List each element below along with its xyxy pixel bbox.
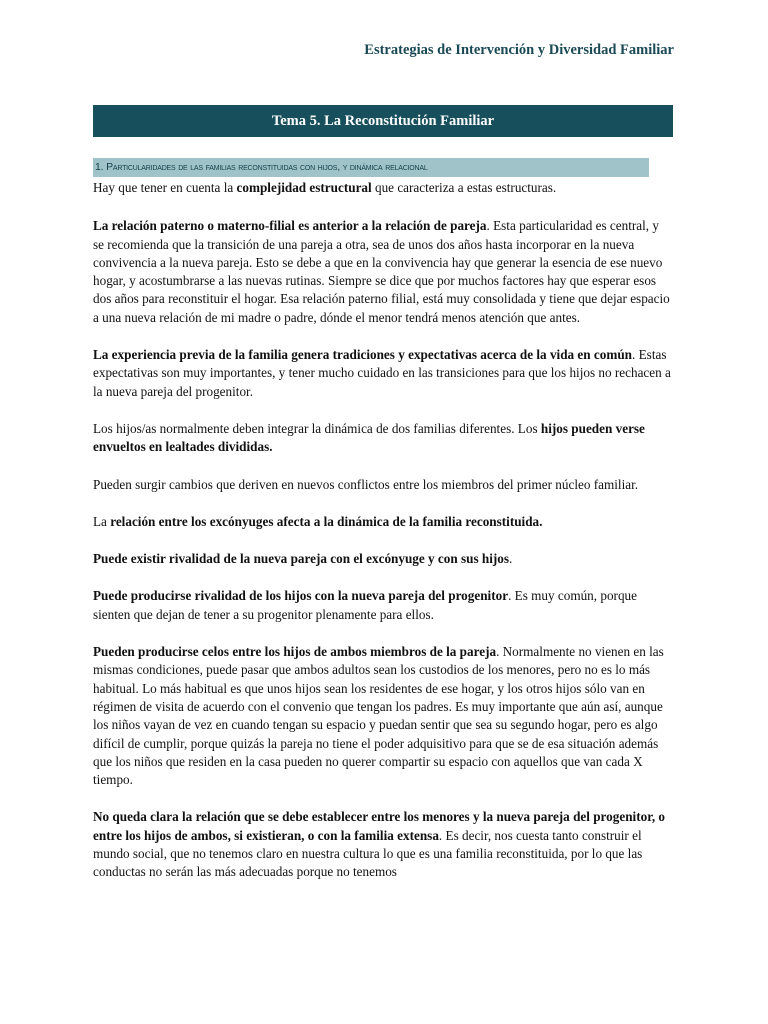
document-body (93, 179, 673, 901)
paragraph-3-bold: La experiencia previa de la familia genera tradiciones y expectativas acerca de la vida en común (93, 347, 633, 363)
paragraph-10-bold: No queda clara la relación que se debe establecer entre los menores y la nueva pareja del progenitor, o entre los hijos de ambos, si existieran, o con la familia extensa (93, 809, 666, 843)
paragraph-8 (93, 587, 673, 624)
paragraph-3 (93, 346, 673, 401)
paragraph-7-bold: Puede existir rivalidad de la nueva pareja con el excónyuge y con sus hijos (93, 551, 510, 567)
paragraph-5-text: Pueden surgir cambios que deriven en nuevos conflictos entre los miembros del primer núcleo familiar. (93, 476, 639, 492)
paragraph-1 (93, 179, 673, 197)
paragraph-8-text: . Es muy común, porque sienten que dejan de tener a su progenitor plenamente para ellos. (93, 588, 637, 622)
paragraph-6 (93, 513, 673, 531)
paragraph-1-bold: complejidad estructural (236, 180, 372, 195)
paragraph-6-bold: relación entre los excónyuges afecta a la dinámica de la familia reconstituida. (110, 513, 543, 529)
paragraph-4-bold: hijos pueden verse envueltos en lealtades divididas. (93, 420, 645, 455)
paragraph-9-text: . Normalmente no vienen en las mismas condiciones, puede pasar que ambos adultos sean los custodios de los menores, pero no es lo más habitual. Lo más habitual es que unos hijos sean los residentes de ese hogar, y los otros hijos sólo van en régimen de visita de acuerdo con el convenio que tengan los padres. Es muy importante que aún así, aunque los niños vayan de vez en cuando tengan su espacio y puedan sentir que sea su segundo hogar, pero es algo difícil de cumplir, porque quizás la pareja no tiene el poder adquisitivo para que se de esa situación además que los niños que residen en la casa pueden no querer compartir su espacio con aquellos que van cada X tiempo. (93, 644, 664, 788)
paragraph-7-text: . (509, 551, 513, 567)
paragraph-4-text: Los hijos/as normalmente deben integrar la dinámica de dos familias diferentes. Los (93, 420, 541, 436)
paragraph-3-text: . Estas expectativas son muy importantes, y tener mucho cuidado en las transiciones para que los hijos no rechacen a la nueva pareja del progenitor. (93, 347, 671, 399)
paragraph-2 (93, 217, 673, 327)
paragraph-10-text: . Es decir, nos cuesta tanto construir el mundo social, que no tenemos claro en nuestra cultura lo que es una familia reconstituida, por lo que las conductas no serán las más adecuadas porque no tenemos (93, 827, 643, 880)
paragraph-5 (93, 476, 673, 494)
paragraph-7 (93, 550, 673, 568)
page-title-text: Tema 5. La Reconstitución Familiar (271, 112, 495, 129)
paragraph-9 (93, 643, 673, 789)
page-title (93, 105, 673, 137)
section-heading: 1. Particularidades de las familias reconstituidas con hijos, y dinámica relacional (93, 158, 649, 177)
paragraph-4 (93, 420, 673, 457)
paragraph-1-text-end: que caracteriza a estas estructuras. (371, 180, 557, 195)
paragraph-2-text: . Esta particularidad es central, y se recomienda que la transición de una pareja a otra, sea de unos dos años hasta incorporar en la nueva convivencia a la nueva pareja. Esto se debe a que en la convivencia hay que generar la esencia de ese nuevo hogar, y acostumbrarse a las nuevas rutinas. Siempre se dice que por muchos factores hay que esperar esos dos años para reconstituir el hogar. Esa relación paterno filial, está muy consolidada y tiene que dejar espacio a una nueva relación de mi madre o padre, dónde el menor tendrá menos atención que antes. (93, 218, 670, 325)
paragraph-8-bold: Puede producirse rivalidad de los hijos con la nueva pareja del progenitor (93, 588, 509, 604)
paragraph-1-text: Hay que tener en cuenta la (93, 180, 237, 195)
paragraph-6-text: La (93, 513, 111, 529)
paragraph-2-bold: La relación paterno o materno-filial es anterior a la relación de pareja (93, 218, 487, 234)
running-header: Estrategias de Intervención y Diversidad Familiar (364, 42, 674, 58)
paragraph-10 (93, 808, 673, 881)
paragraph-9-bold: Pueden producirse celos entre los hijos de ambos miembros de la pareja (93, 644, 497, 660)
